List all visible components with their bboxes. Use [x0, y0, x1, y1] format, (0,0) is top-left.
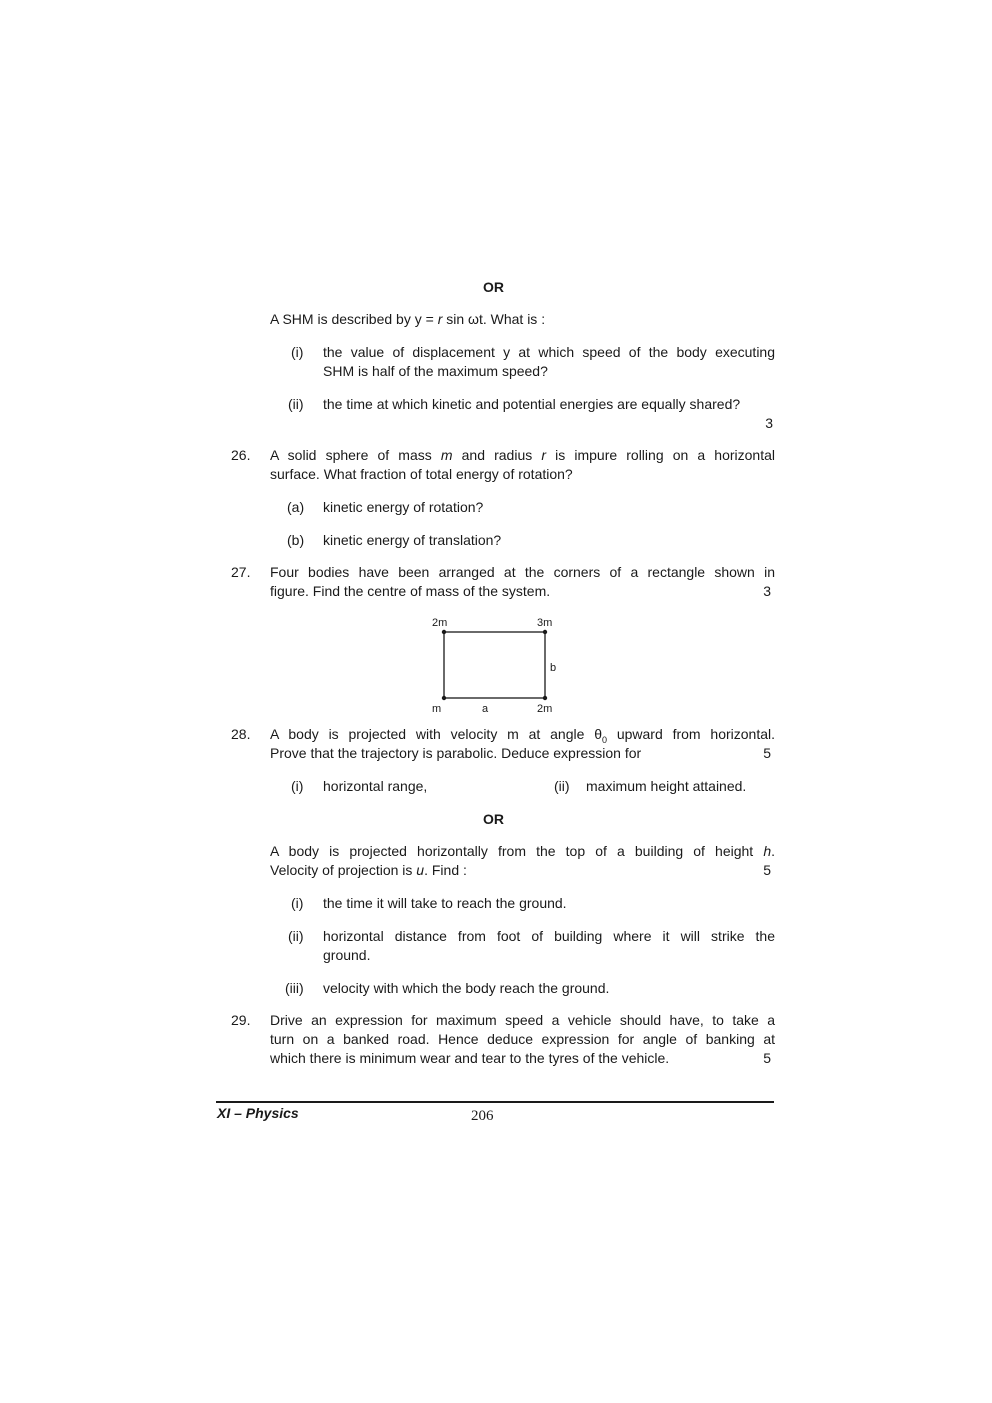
mass-dot-top-right: [543, 630, 547, 634]
q28-or-item-ii-label: (ii): [288, 928, 304, 944]
q28-or-item-ii-line2: ground.: [323, 947, 371, 963]
q26-line2: surface. What fraction of total energy of rotation?: [270, 466, 573, 482]
q25-or-item-ii-label: (ii): [288, 396, 304, 412]
q25-or-intro: A SHM is described by y = r sin ωt. What is :: [270, 311, 546, 327]
q28-number: 28.: [231, 726, 251, 742]
label-top-left: 2m: [432, 617, 448, 629]
q28-item-i-text: horizontal range,: [323, 778, 428, 794]
q28-item-i-label: (i): [291, 778, 304, 794]
q28-or-line1: A body is projected horizontally from the top of a building of height h.: [270, 843, 775, 859]
label-bottom-left: m: [432, 703, 442, 715]
q28-or-line2: Velocity of projection is u. Find :: [270, 862, 467, 878]
q27-rectangle-figure: [420, 610, 580, 720]
q26-item-b-label: (b): [287, 532, 305, 548]
q28-line1: A body is projected with velocity m at angle $\theta_0$ upward from horizontal.: [270, 726, 775, 745]
q28-or-marks: 5: [763, 862, 771, 878]
q27-number: 27.: [231, 564, 251, 580]
q28-or-item-iii-text: velocity with which the body reach the ground.: [323, 980, 610, 996]
mass-dot-bottom-right: [543, 696, 547, 700]
label-bottom-a: a: [482, 703, 489, 715]
q28-or-item-ii-line1: horizontal distance from foot of building where it will strike the: [323, 928, 775, 944]
rectangle-outline: [444, 632, 545, 698]
label-bottom-right: 2m: [537, 703, 553, 715]
q25-or-item-i-label: (i): [291, 344, 304, 360]
footer-rule: [216, 1101, 774, 1103]
q29-number: 29.: [231, 1012, 251, 1028]
q29-line3: which there is minimum wear and tear to the tyres of the vehicle.: [270, 1050, 670, 1066]
q27-marks: 3: [763, 583, 771, 599]
q29-line2: turn on a banked road. Hence deduce expression for angle of banking at: [270, 1031, 775, 1047]
q25-or-item-ii-line1: the time at which kinetic and potential energies are equally shared?: [323, 396, 741, 412]
mass-dot-top-left: [442, 630, 446, 634]
q28-line2: Prove that the trajectory is parabolic. Deduce expression for: [270, 745, 642, 761]
q25-or-item-i-line1: the value of displacement y at which speed of the body executing: [323, 344, 775, 360]
label-top-right: 3m: [537, 617, 553, 629]
q25-or-item-i-line2: SHM is half of the maximum speed?: [323, 363, 548, 379]
footer-subject: XI – Physics: [217, 1105, 299, 1121]
q29-marks: 5: [763, 1050, 771, 1066]
q26-line1: A solid sphere of mass m and radius r is impure rolling on a horizontal: [270, 447, 775, 463]
q27-line2: figure. Find the centre of mass of the system.: [270, 583, 551, 599]
q25-or-marks: 3: [765, 415, 773, 431]
page-number: 206: [471, 1108, 494, 1124]
q26-number: 26.: [231, 447, 251, 463]
q28-marks: 5: [763, 745, 771, 761]
q27-line1: Four bodies have been arranged at the corners of a rectangle shown in: [270, 564, 775, 580]
q26-item-b-text: kinetic energy of translation?: [323, 532, 502, 548]
q28-or-item-i-label: (i): [291, 895, 304, 911]
q28-or-item-iii-label: (iii): [285, 980, 304, 996]
q28-item-ii-text: maximum height attained.: [586, 778, 747, 794]
or-heading-1: OR: [483, 279, 504, 295]
q28-or-item-i-text: the time it will take to reach the ground.: [323, 895, 567, 911]
mass-dot-bottom-left: [442, 696, 446, 700]
q26-item-a-label: (a): [287, 499, 305, 515]
label-side-b: b: [550, 662, 557, 674]
q29-line1: Drive an expression for maximum speed a vehicle should have, to take a: [270, 1012, 775, 1028]
q28-item-ii-label: (ii): [554, 778, 570, 794]
or-heading-2: OR: [483, 811, 504, 827]
q26-item-a-text: kinetic energy of rotation?: [323, 499, 484, 515]
